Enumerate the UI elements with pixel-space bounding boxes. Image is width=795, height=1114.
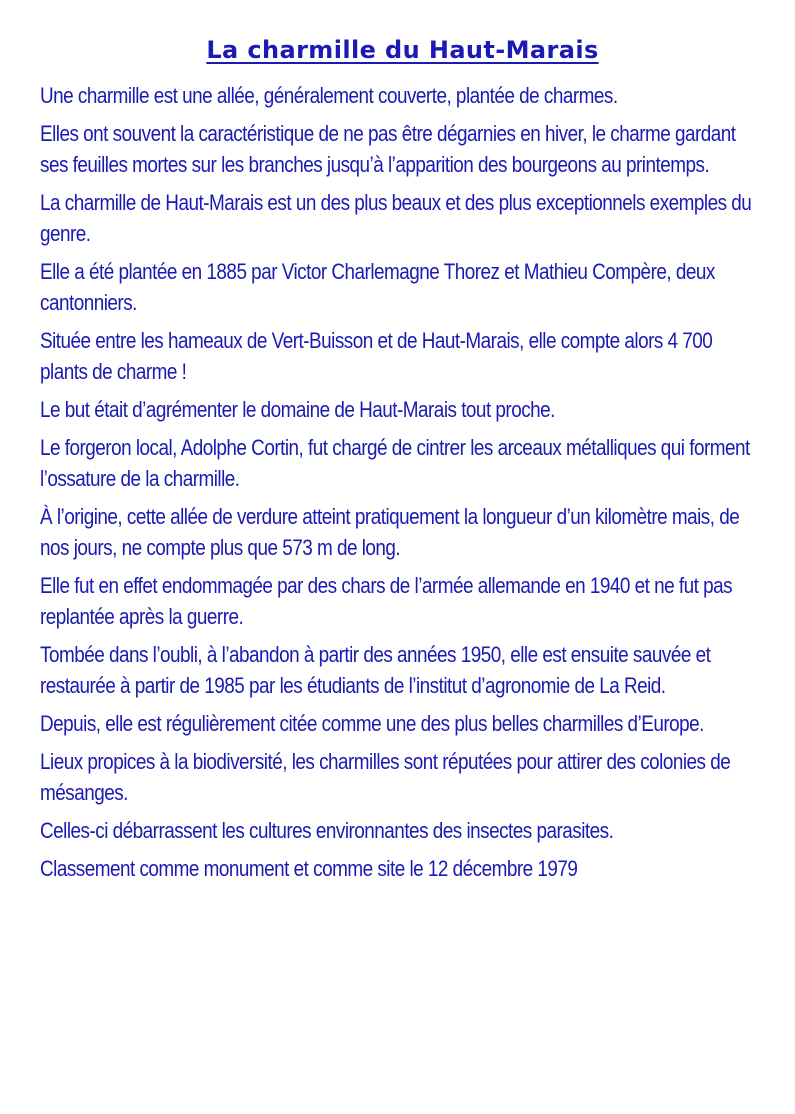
paragraph-11: Depuis, elle est régulièrement citée comme une des plus belles charmilles d’Europe. [40, 711, 704, 736]
document-title-text: La charmille du Haut-Marais [206, 36, 599, 64]
paragraph-7: Le forgeron local, Adolphe Cortin, fut chargé de cintrer les arceaux métalliques qui forment l’ossature de la charmille. [40, 435, 750, 491]
paragraph-10: Tombée dans l’oubli, à l’abandon à partir des années 1950, elle est ensuite sauvée et restaurée à partir de 1985 par les étudiants de l’institut d’agronomie de La Reid. [40, 642, 711, 698]
paragraph-14: Classement comme monument et comme site le 12 décembre 1979 [40, 856, 578, 881]
paragraph-5: Située entre les hameaux de Vert-Buisson et de Haut-Marais, elle compte alors 4 700 plants de charme ! [40, 328, 713, 384]
paragraph-3: La charmille de Haut-Marais est un des plus beaux et des plus exceptionnels exemples du genre. [40, 190, 752, 246]
paragraph-4: Elle a été plantée en 1885 par Victor Charlemagne Thorez et Mathieu Compère, deux cantonniers. [40, 259, 715, 315]
document-title [40, 34, 765, 66]
paragraph-9: Elle fut en effet endommagée par des chars de l’armée allemande en 1940 et ne fut pas replantée après la guerre. [40, 573, 733, 629]
paragraph-6: Le but était d’agrémenter le domaine de Haut-Marais tout proche. [40, 397, 555, 422]
paragraph-list [40, 80, 765, 884]
paragraph-2: Elles ont souvent la caractéristique de ne pas être dégarnies en hiver, le charme gardant ses feuilles mortes sur les branches jusqu’à l’apparition des bourgeons au printemps. [40, 121, 736, 177]
paragraph-8: À l’origine, cette allée de verdure atteint pratiquement la longueur d’un kilomètre mais, de nos jours, ne compte plus que 573 m de long. [40, 504, 740, 560]
paragraph-1: Une charmille est une allée, généralement couverte, plantée de charmes. [40, 83, 618, 108]
paragraph-12: Lieux propices à la biodiversité, les charmilles sont réputées pour attirer des colonies de mésanges. [40, 749, 731, 805]
paragraph-13: Celles-ci débarrassent les cultures environnantes des insectes parasites. [40, 818, 614, 843]
